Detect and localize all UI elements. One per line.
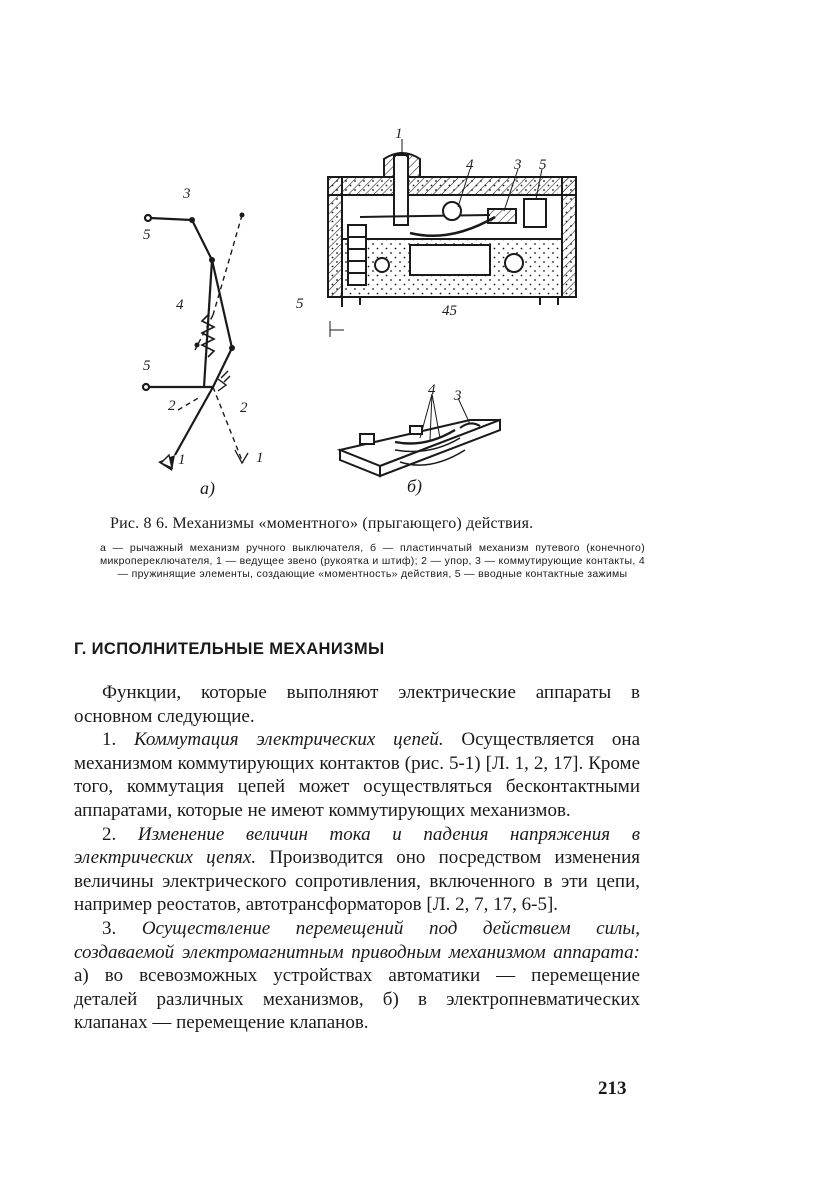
fig-label-b: б) [407, 476, 423, 496]
fig-a-callout-5-mid: 5 [143, 358, 151, 374]
paragraph-1 [74, 728, 640, 822]
fig-a-callout-1-right: 1 [256, 450, 264, 466]
switch-callout-1: 1 [395, 126, 403, 142]
body-text [74, 681, 640, 1035]
paragraph-1-title: Коммутация электрических цепей. [134, 729, 444, 751]
section-heading: Г. ИСПОЛНИТЕЛЬНЫЕ МЕХАНИЗМЫ [74, 640, 385, 658]
fig-a-callout-1-left: 1 [178, 452, 186, 468]
fig-b-callout-3: 3 [454, 388, 462, 404]
paragraph-2-text: Производится оно посредством изменения величины электрического сопротивления, включенного в эти цепи, например реостатов, автотрансформаторов [Л. 2, 7, 17, 6-5]. [74, 847, 640, 916]
figure-caption-title: Рис. 8 6. Механизмы «моментного» (прыгающего) действия. [110, 515, 534, 532]
paragraph-3-text: а) во всевозможных устройствах автоматики — перемещение деталей различных механизмов, б) в электропневматических клапанах — перемещение клапанов. [74, 965, 640, 1034]
paragraph-3-title: Осуществление перемещений под действием силы, создаваемой электромагнитным приводным механизмом аппарата: [74, 917, 641, 963]
fig-a-callout-4: 4 [176, 297, 184, 313]
paragraph-1-number: 1. [102, 729, 134, 751]
page-number: 213 [598, 1078, 627, 1099]
fig-label-a: а) [200, 478, 215, 498]
paragraph-2 [74, 823, 640, 917]
paragraph-3-number: 3. [102, 917, 142, 939]
paragraph-1-text: Осуществляется она механизмом коммутирующих контактов (рис. 5-1) [Л. 1, 2, 17]. Кроме того, коммутация цепей может осуществляться бесконтактными аппаратами, которые не имеют коммутирующих механизмов. [74, 729, 641, 821]
switch-callout-3: 3 [514, 157, 522, 173]
switch-callout-4: 4 [466, 157, 474, 173]
fig-a-callout-3: 3 [183, 186, 191, 202]
paragraph-2-title: Изменение величин тока и падения напряжения в электрических цепях. [74, 823, 641, 869]
fig-b-callout-4: 4 [428, 382, 436, 398]
fig-a-callout-2-left: 2 [168, 398, 176, 414]
paragraph-intro: Функции, которые выполняют электрические аппараты в основном следующие. [74, 682, 640, 727]
paragraph-3 [74, 917, 640, 1035]
switch-callout-5-left: 5 [296, 296, 304, 312]
paragraph-2-number: 2. [102, 823, 138, 845]
switch-callout-5-top: 5 [539, 157, 547, 173]
switch-callout-45: 45 [442, 303, 457, 319]
fig-a-callout-2-right: 2 [240, 400, 248, 416]
fig-a-callout-5-top: 5 [143, 227, 151, 243]
figure-caption-legend: а — рычажный механизм ручного выключателя, б — пластинчатый механизм путевого (конечного) микропереключателя, 1 — ведущее звено (рукоятка и штиф); 2 — упор, 3 — коммутирующие контакты, 4 — пружинящие элементы, создающие «моментность» действия, 5 — вводные контактные зажимы [100, 542, 645, 580]
